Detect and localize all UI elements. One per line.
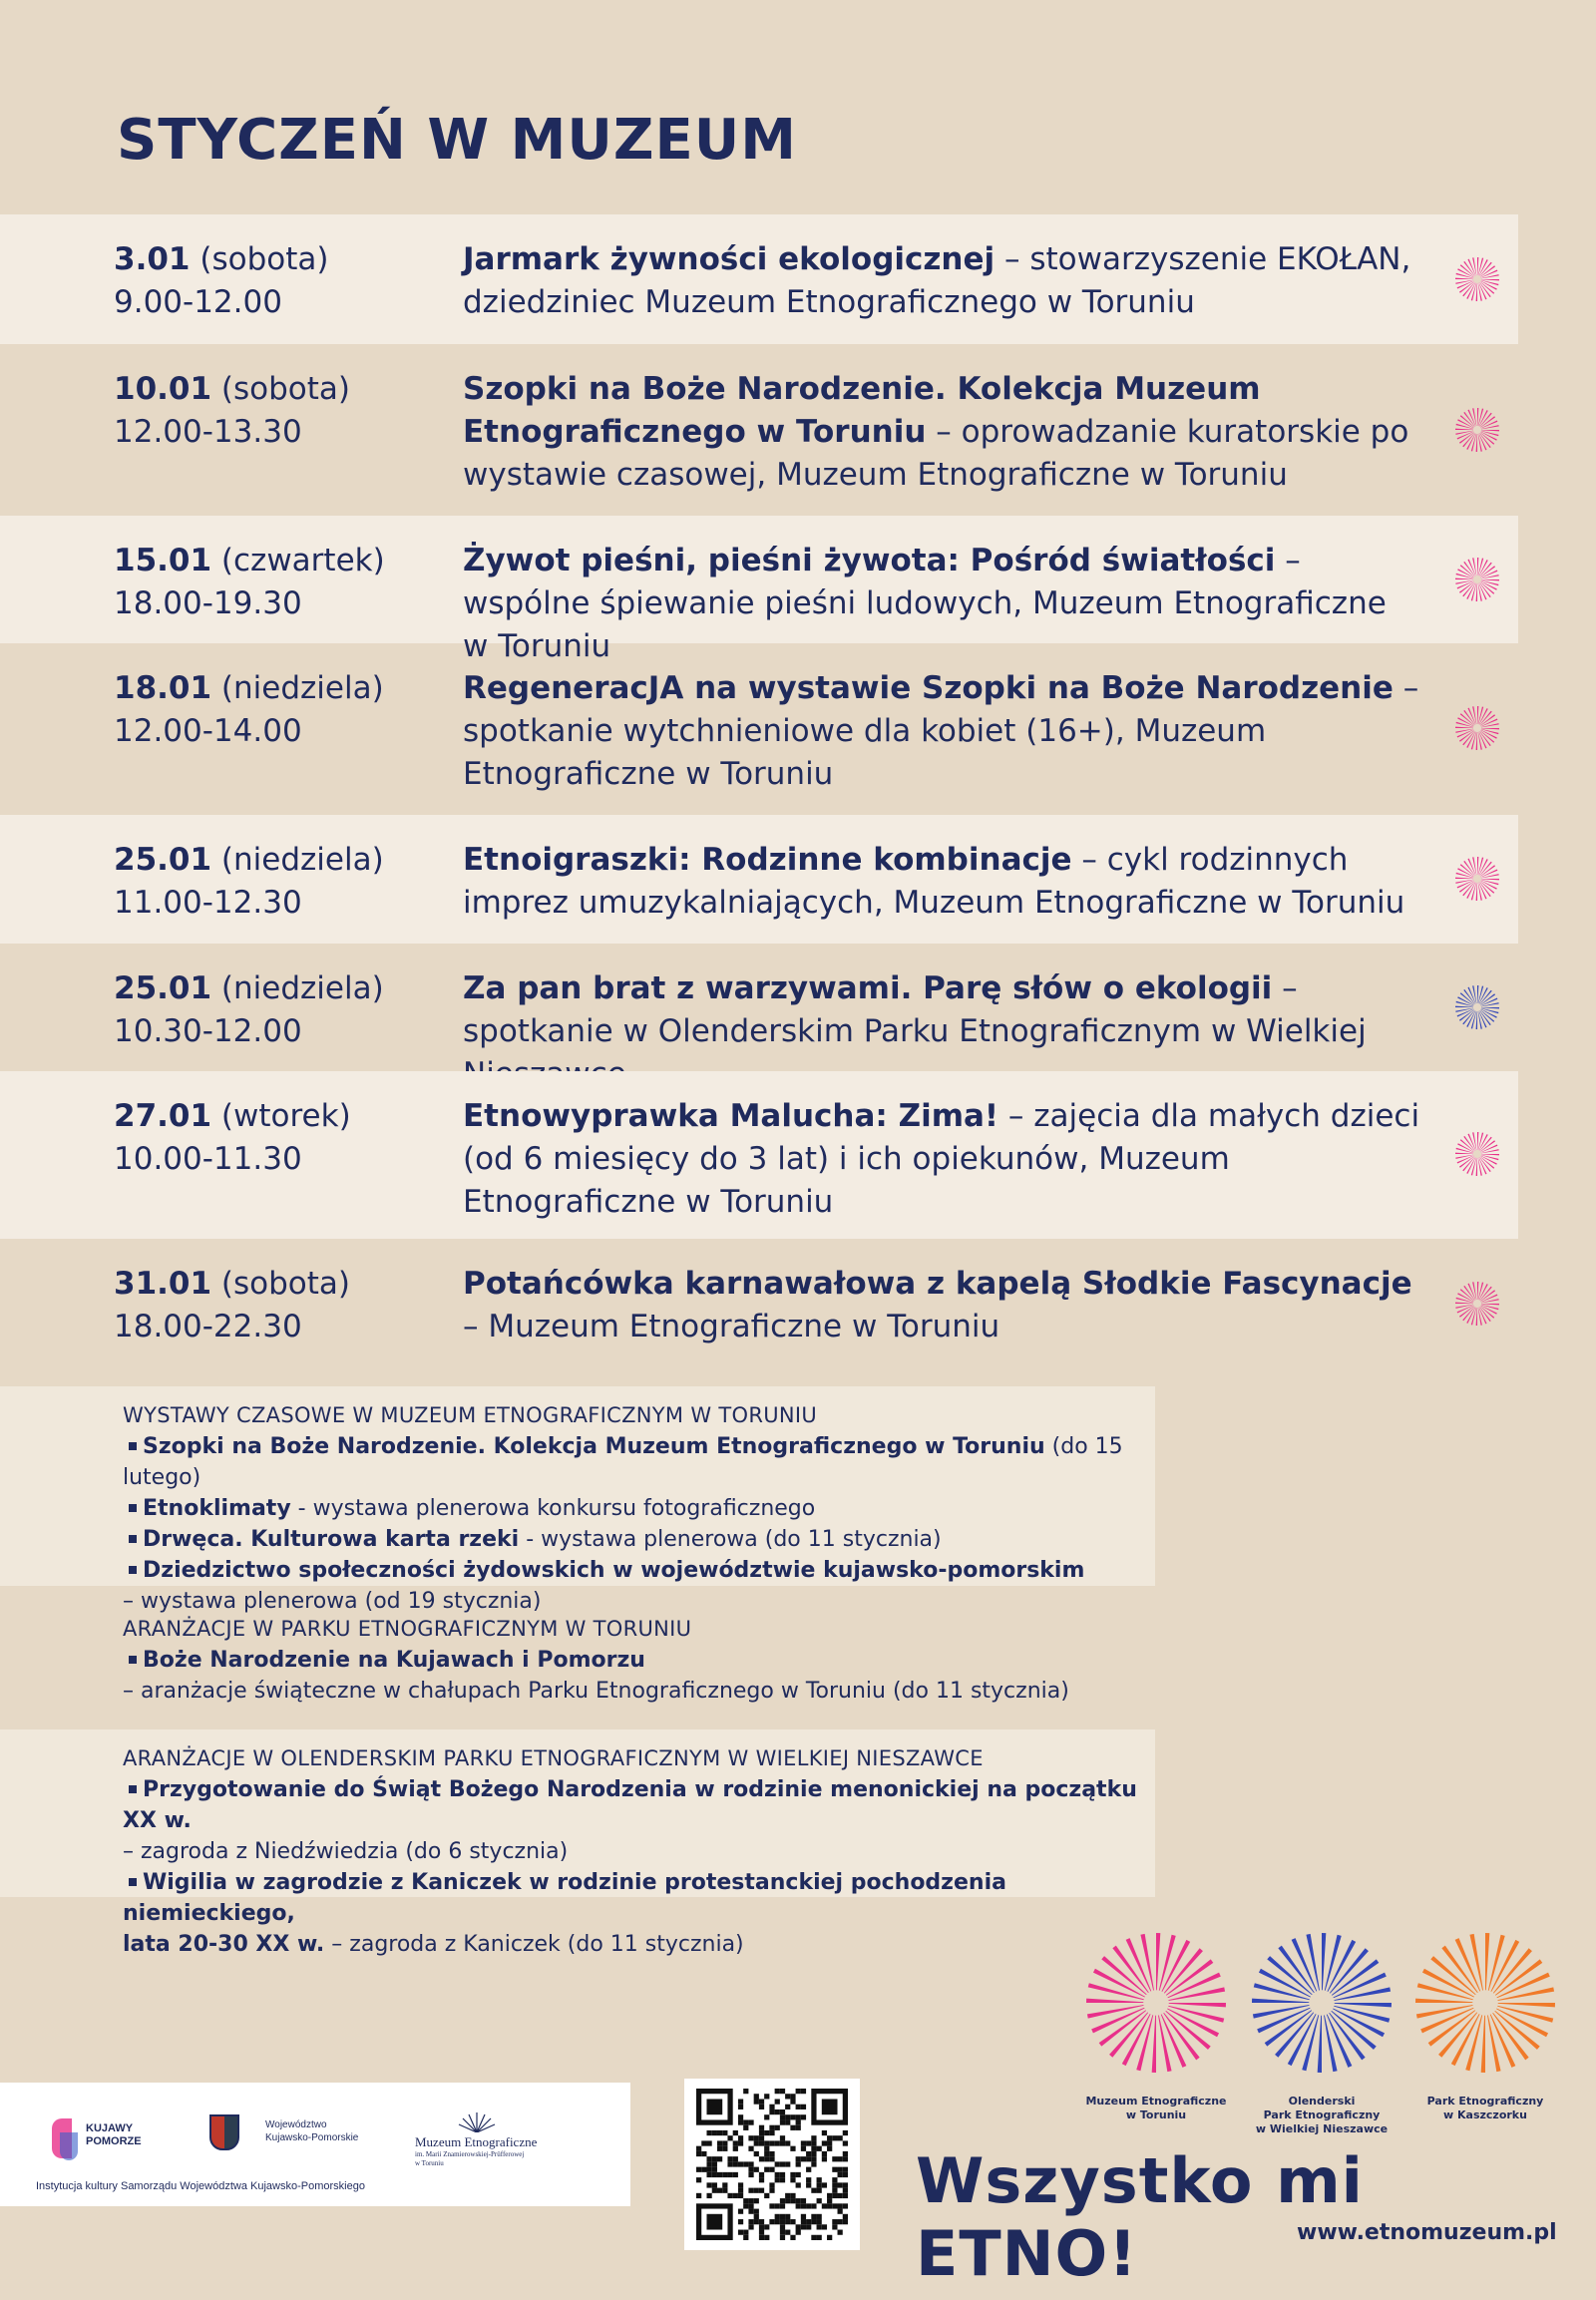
event-time: 18.00-22.30 [114,1309,302,1344]
pink-flower-icon [1454,407,1500,453]
exhibition-tail: – wystawa plenerowa (od 19 stycznia) [123,1589,542,1614]
pink-flower-icon [1085,1932,1227,2074]
event-date: 25.01 [114,970,212,1006]
event-day: (sobota) [220,371,351,407]
sunburst-icon [457,2112,497,2132]
kujawy-pomorze-logo-accent [60,2132,78,2160]
event-row [0,1239,1518,1368]
bullet-icon [129,1878,137,1886]
branch-caption-torun: Muzeum Etnograficzne w Toruniu [1085,2095,1227,2121]
event-time: 12.00-14.00 [114,713,302,749]
park-nieszawka-box [0,1729,1155,1957]
event-title: Etnoigraszki: Rodzinne kombinacje [463,842,1072,878]
event-title: Etnowyprawka Malucha: Zima! [463,1098,999,1134]
blue-flower-icon [1251,1932,1393,2074]
exhibition-item: Drwęca. Kulturowa karta rzeki - wystawa plenerowa (do 11 stycznia) [123,1524,1155,1555]
pink-flower-icon [1454,557,1500,602]
institution-caption: Instytucja kultury Samorządu Województwa Kujawsko-Pomorskiego [36,2180,365,2192]
event-day: (sobota) [220,1266,351,1302]
event-row [0,944,1518,1071]
event-row [0,643,1518,815]
event-details: – stowarzyszenie EKOŁAN, dziedziniec Muzeum Etnograficznego w Toruniu [463,241,1411,320]
event-day: (niedziela) [220,670,384,706]
pomorze-logo-text: POMORZE [86,2135,142,2147]
exhibition-item: Etnoklimaty - wystawa plenerowa konkursu fotograficznego [123,1493,1155,1524]
event-title: RegeneracJA na wystawie Szopki na Boże Narodzenie [463,670,1394,706]
event-time: 12.00-13.30 [114,414,302,450]
event-row [0,344,1518,516]
event-time: 9.00-12.00 [114,284,282,320]
event-details: – cykl rodzinnych imprez umuzykalniających, Muzeum Etnograficzne w Toruniu [463,842,1405,921]
branch-caption-nieszawka: Olenderski Park Etnograficzny w Wielkiej Nieszawce [1255,2095,1389,2135]
event-time: 10.00-11.30 [114,1141,302,1177]
event-title: Za pan brat z warzywami. Parę słów o ekologii [463,970,1273,1006]
event-row [0,516,1518,664]
event-details: – oprowadzanie kuratorskie po wystawie czasowej, Muzeum Etnograficzne w Toruniu [463,414,1409,493]
event-details: – wspólne śpiewanie pieśni ludowych, Muzeum Etnograficzne w Toruniu [463,543,1387,664]
bullet-icon [129,1504,137,1512]
event-time: 11.00-12.30 [114,885,302,921]
park-nieszawka-heading: ARANŻACJE W OLENDERSKIM PARKU ETNOGRAFICZNYM W WIELKIEJ NIESZAWCE [123,1746,984,1770]
event-details: – spotkanie wytchnieniowe dla kobiet (16+), Muzeum Etnograficzne w Toruniu [463,670,1419,792]
event-title: Potańcówka karnawałowa z kapelą Słodkie Fascynacje [463,1266,1412,1302]
museum-logo-line-2: im. Marii Znamierowskiej-Prüfferowej [415,2150,525,2158]
pink-flower-icon [1454,1281,1500,1327]
branch-caption-kaszczorek: Park Etnograficzny w Kaszczorku [1426,2095,1544,2121]
exhibition-item: Dziedzictwo społeczności żydowskich w województwie kujawsko-pomorskim [123,1555,1155,1586]
slogan: Wszystko mi ETNO! [916,2144,1364,2290]
event-row [0,214,1518,344]
event-time: 10.30-12.00 [114,1013,302,1049]
event-row [0,1071,1518,1239]
event-details: – zajęcia dla małych dzieci (od 6 miesięcy do 3 lat) i ich opiekunów, Muzeum Etnograficzne w Toruniu [463,1098,1420,1220]
park-nieszawka-item: Przygotowanie do Świąt Bożego Narodzenia w rodzinie menonickiej na początku XX w. [123,1777,1137,1833]
event-title: Jarmark żywności ekologicznej [463,241,996,277]
event-date: 31.01 [114,1266,212,1302]
coat-of-arms-icon [209,2114,239,2150]
event-day: (wtorek) [220,1098,351,1134]
park-torun-box [0,1600,1155,1722]
bullet-icon [129,1785,137,1793]
bullet-icon [129,1566,137,1574]
orange-flower-icon [1414,1932,1556,2074]
voivodeship-line-2: Kujawsko-Pomorskie [265,2132,359,2143]
bullet-icon [129,1656,137,1664]
pink-flower-icon [1454,705,1500,751]
exhibitions-box [0,1386,1155,1614]
pink-flower-icon [1454,1131,1500,1177]
qr-code [684,2079,860,2250]
park-torun-tail: – aranżacje świąteczne w chałupach Parku Etnograficznego w Toruniu (do 11 stycznia) [123,1679,1069,1704]
event-details: – spotkanie w Olenderskim Parku Etnograficznym w Wielkiej [463,970,1367,1049]
event-row [0,815,1518,944]
event-time: 18.00-19.30 [114,585,302,621]
museum-logo-line-1: Muzeum Etnograficzne [415,2134,538,2149]
bullet-icon [129,1442,137,1450]
exhibitions-heading: WYSTAWY CZASOWE W MUZEUM ETNOGRAFICZNYM W TORUNIU [123,1403,818,1427]
partner-logos [0,2083,630,2206]
event-title: Żywot pieśni, pieśni żywota: Pośród światłości [463,543,1276,578]
park-torun-item: Boże Narodzenie na Kujawach i Pomorzu [123,1645,1155,1676]
event-date: 18.01 [114,670,212,706]
pink-flower-icon [1454,256,1500,302]
event-day: (niedziela) [220,970,384,1006]
park-nieszawka-tail: – zagroda z Niedźwiedzia (do 6 stycznia) [123,1839,569,1864]
qr-code-icon [694,2089,850,2240]
page-title: STYCZEŃ W MUZEUM [117,108,797,173]
park-nieszawka-item: Wigilia w zagrodzie z Kaniczek w rodzinie protestanckiej pochodzenia niemieckiego, [123,1870,1006,1926]
voivodeship-line-1: Województwo [265,2119,327,2130]
pink-flower-icon [1454,856,1500,902]
event-day: (sobota) [200,241,329,277]
event-date: 25.01 [114,842,212,878]
museum-logo-line-3: w Toruniu [415,2159,444,2167]
bullet-icon [129,1535,137,1543]
event-details: – Muzeum Etnograficzne w Toruniu [463,1309,1000,1344]
event-date: 27.01 [114,1098,212,1134]
event-title: Szopki na Boże Narodzenie. Kolekcja Muzeum Etnograficznego w Toruniu [463,371,1261,450]
event-day: (czwartek) [220,543,385,578]
park-torun-heading: ARANŻACJE W PARKU ETNOGRAFICZNYM W TORUNIU [123,1617,692,1641]
blue-flower-icon [1454,984,1500,1030]
event-day: (niedziela) [220,842,384,878]
event-date: 3.01 [114,241,191,277]
website-link[interactable]: www.etnomuzeum.pl [1297,2220,1557,2245]
event-date: 10.01 [114,371,212,407]
kujawy-logo-text: KUJAWY [86,2122,134,2134]
event-date: 15.01 [114,543,212,578]
exhibition-item: Szopki na Boże Narodzenie. Kolekcja Muzeum Etnograficznego w Toruniu (do 15 lutego) [123,1434,1123,1490]
park-nieszawka-item-cont: lata 20-30 XX w. – zagroda z Kaniczek (do 11 stycznia) [123,1932,744,1957]
